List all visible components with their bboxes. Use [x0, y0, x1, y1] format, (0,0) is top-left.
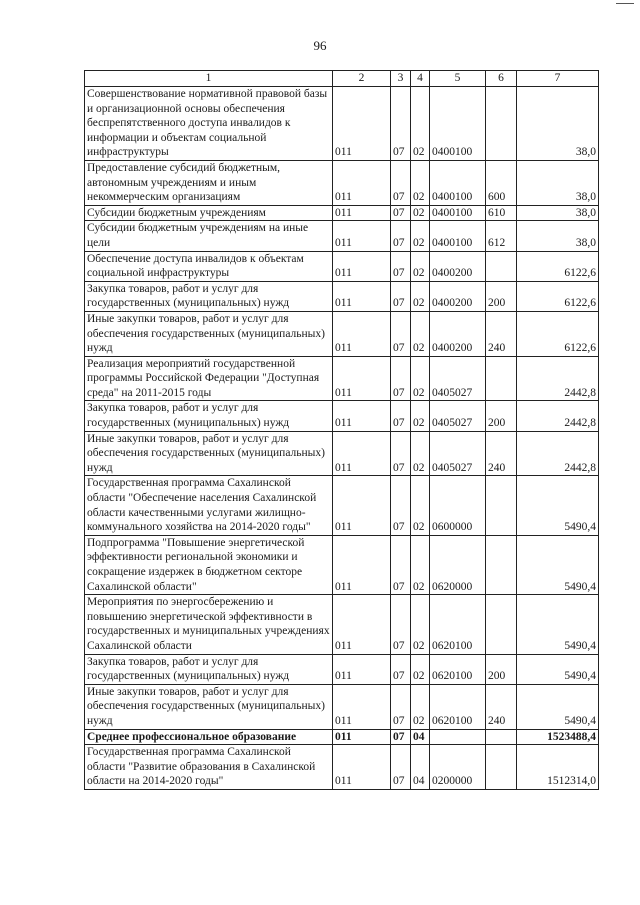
table-row	[85, 535, 599, 594]
row-name-cell: Совершенствование нормативной правовой базы и организационной основы обеспечения беспрепятственного доступа инвалидов к информации и объектам социальной инфраструктуры	[85, 87, 333, 161]
row-ministry-code-cell: 011	[333, 729, 391, 745]
row-amount-cell: 38,0	[517, 221, 599, 251]
row-section-cell: 07	[391, 476, 411, 535]
row-section-cell: 07	[391, 251, 411, 281]
row-subsection-cell: 02	[411, 87, 430, 161]
table-row	[85, 251, 599, 281]
row-ministry-code-cell: 011	[333, 684, 391, 729]
row-ministry-code-cell: 011	[333, 476, 391, 535]
row-ministry-code-cell: 011	[333, 745, 391, 790]
table-header-row	[85, 71, 599, 87]
table-row	[85, 87, 599, 161]
row-name-cell: Обеспечение доступа инвалидов к объектам социальной инфраструктуры	[85, 251, 333, 281]
row-section-cell: 07	[391, 654, 411, 684]
row-expense-type-cell	[486, 251, 517, 281]
row-subsection-cell: 02	[411, 251, 430, 281]
row-section-cell: 07	[391, 87, 411, 161]
table-row	[85, 684, 599, 729]
table-row	[85, 281, 599, 311]
row-expense-type-cell: 240	[486, 431, 517, 476]
row-amount-cell: 2442,8	[517, 356, 599, 401]
row-ministry-code-cell: 011	[333, 535, 391, 594]
row-amount-cell: 38,0	[517, 87, 599, 161]
row-amount-cell: 5490,4	[517, 595, 599, 654]
table-row	[85, 221, 599, 251]
row-target-article-cell: 0620100	[430, 595, 486, 654]
row-section-cell: 07	[391, 221, 411, 251]
row-name-cell: Реализация мероприятий государственной программы Российской Федерации "Доступная среда" на 2011-2015 годы	[85, 356, 333, 401]
row-name-cell: Мероприятия по энергосбережению и повышению энергетической эффективности в государственных и муниципальных учреждениях Сахалинской области	[85, 595, 333, 654]
row-subsection-cell: 02	[411, 476, 430, 535]
row-expense-type-cell: 612	[486, 221, 517, 251]
table-row	[85, 729, 599, 745]
row-subsection-cell: 02	[411, 595, 430, 654]
row-expense-type-cell	[486, 476, 517, 535]
table-row	[85, 431, 599, 476]
row-name-cell: Иные закупки товаров, работ и услуг для обеспечения государственных (муниципальных) нужд	[85, 684, 333, 729]
scan-edge-mark	[616, 3, 634, 4]
row-target-article-cell: 0405027	[430, 356, 486, 401]
row-target-article-cell	[430, 729, 486, 745]
row-ministry-code-cell: 011	[333, 654, 391, 684]
row-name-cell: Субсидии бюджетным учреждениям на иные цели	[85, 221, 333, 251]
row-expense-type-cell: 240	[486, 311, 517, 356]
row-section-cell: 07	[391, 160, 411, 205]
page-number: 96	[313, 38, 327, 53]
budget-table	[84, 70, 599, 790]
row-amount-cell: 6122,6	[517, 311, 599, 356]
row-section-cell: 07	[391, 431, 411, 476]
row-target-article-cell: 0600000	[430, 476, 486, 535]
row-target-article-cell: 0400200	[430, 251, 486, 281]
row-target-article-cell: 0200000	[430, 745, 486, 790]
row-section-cell: 07	[391, 205, 411, 221]
row-target-article-cell: 0620000	[430, 535, 486, 594]
table-row	[85, 160, 599, 205]
row-amount-cell: 5490,4	[517, 654, 599, 684]
row-expense-type-cell	[486, 745, 517, 790]
row-target-article-cell: 0400100	[430, 205, 486, 221]
row-amount-cell: 6122,6	[517, 281, 599, 311]
row-subsection-cell: 02	[411, 160, 430, 205]
row-section-cell: 07	[391, 729, 411, 745]
row-amount-cell: 5490,4	[517, 684, 599, 729]
row-ministry-code-cell: 011	[333, 87, 391, 161]
row-subsection-cell: 04	[411, 729, 430, 745]
row-subsection-cell: 02	[411, 401, 430, 431]
header-col-7: 7	[517, 71, 599, 87]
row-target-article-cell: 0400200	[430, 281, 486, 311]
row-section-cell: 07	[391, 745, 411, 790]
row-subsection-cell: 02	[411, 205, 430, 221]
row-ministry-code-cell: 011	[333, 311, 391, 356]
row-expense-type-cell: 600	[486, 160, 517, 205]
row-name-cell: Подпрограмма "Повышение энергетической эффективности региональной экономики и сокращение издержек в бюджетном секторе Сахалинской области"	[85, 535, 333, 594]
row-amount-cell: 5490,4	[517, 476, 599, 535]
row-target-article-cell: 0405027	[430, 431, 486, 476]
header-col-3: 3	[391, 71, 411, 87]
row-name-cell: Среднее профессиональное образование	[85, 729, 333, 745]
row-ministry-code-cell: 011	[333, 205, 391, 221]
row-target-article-cell: 0400100	[430, 87, 486, 161]
row-ministry-code-cell: 011	[333, 221, 391, 251]
row-name-cell: Закупка товаров, работ и услуг для государственных (муниципальных) нужд	[85, 281, 333, 311]
table-row	[85, 205, 599, 221]
row-subsection-cell: 02	[411, 535, 430, 594]
table-row	[85, 356, 599, 401]
row-section-cell: 07	[391, 356, 411, 401]
row-expense-type-cell: 240	[486, 684, 517, 729]
header-col-4: 4	[411, 71, 430, 87]
row-target-article-cell: 0620100	[430, 684, 486, 729]
row-expense-type-cell	[486, 595, 517, 654]
row-expense-type-cell: 200	[486, 281, 517, 311]
row-section-cell: 07	[391, 281, 411, 311]
row-subsection-cell: 02	[411, 654, 430, 684]
row-ministry-code-cell: 011	[333, 160, 391, 205]
row-section-cell: 07	[391, 535, 411, 594]
row-subsection-cell: 02	[411, 281, 430, 311]
header-col-1: 1	[85, 71, 333, 87]
row-amount-cell: 2442,8	[517, 431, 599, 476]
header-col-6: 6	[486, 71, 517, 87]
row-target-article-cell: 0400100	[430, 221, 486, 251]
row-expense-type-cell	[486, 535, 517, 594]
row-ministry-code-cell: 011	[333, 431, 391, 476]
row-subsection-cell: 04	[411, 745, 430, 790]
row-name-cell: Закупка товаров, работ и услуг для государственных (муниципальных) нужд	[85, 401, 333, 431]
row-subsection-cell: 02	[411, 684, 430, 729]
row-expense-type-cell	[486, 356, 517, 401]
row-ministry-code-cell: 011	[333, 281, 391, 311]
row-target-article-cell: 0620100	[430, 654, 486, 684]
row-expense-type-cell: 200	[486, 401, 517, 431]
row-expense-type-cell: 200	[486, 654, 517, 684]
row-name-cell: Субсидии бюджетным учреждениям	[85, 205, 333, 221]
row-subsection-cell: 02	[411, 311, 430, 356]
table-body	[85, 87, 599, 790]
row-name-cell: Иные закупки товаров, работ и услуг для обеспечения государственных (муниципальных) нужд	[85, 311, 333, 356]
row-name-cell: Иные закупки товаров, работ и услуг для обеспечения государственных (муниципальных) нужд	[85, 431, 333, 476]
row-expense-type-cell	[486, 729, 517, 745]
row-name-cell: Закупка товаров, работ и услуг для государственных (муниципальных) нужд	[85, 654, 333, 684]
row-section-cell: 07	[391, 401, 411, 431]
row-ministry-code-cell: 011	[333, 251, 391, 281]
header-col-5: 5	[430, 71, 486, 87]
table-row	[85, 401, 599, 431]
row-amount-cell: 2442,8	[517, 401, 599, 431]
header-col-2: 2	[333, 71, 391, 87]
row-name-cell: Государственная программа Сахалинской области "Обеспечение населения Сахалинской области качественными услугами жилищно-коммунального хозяйства на 2014-2020 годы"	[85, 476, 333, 535]
row-subsection-cell: 02	[411, 356, 430, 401]
row-amount-cell: 38,0	[517, 160, 599, 205]
table-row	[85, 595, 599, 654]
row-name-cell: Предоставление субсидий бюджетным, автономным учреждениям и иным некоммерческим организациям	[85, 160, 333, 205]
table-row	[85, 311, 599, 356]
row-ministry-code-cell: 011	[333, 595, 391, 654]
row-ministry-code-cell: 011	[333, 401, 391, 431]
row-section-cell: 07	[391, 311, 411, 356]
row-target-article-cell: 0400200	[430, 311, 486, 356]
row-ministry-code-cell: 011	[333, 356, 391, 401]
row-amount-cell: 38,0	[517, 205, 599, 221]
row-target-article-cell: 0405027	[430, 401, 486, 431]
row-section-cell: 07	[391, 595, 411, 654]
row-subsection-cell: 02	[411, 431, 430, 476]
row-amount-cell: 6122,6	[517, 251, 599, 281]
row-section-cell: 07	[391, 684, 411, 729]
table-row	[85, 745, 599, 790]
row-amount-cell: 1523488,4	[517, 729, 599, 745]
table-row	[85, 476, 599, 535]
row-expense-type-cell	[486, 87, 517, 161]
row-amount-cell: 5490,4	[517, 535, 599, 594]
row-name-cell: Государственная программа Сахалинской области "Развитие образования в Сахалинской области на 2014-2020 годы"	[85, 745, 333, 790]
row-expense-type-cell: 610	[486, 205, 517, 221]
row-amount-cell: 1512314,0	[517, 745, 599, 790]
row-target-article-cell: 0400100	[430, 160, 486, 205]
table-row	[85, 654, 599, 684]
row-subsection-cell: 02	[411, 221, 430, 251]
